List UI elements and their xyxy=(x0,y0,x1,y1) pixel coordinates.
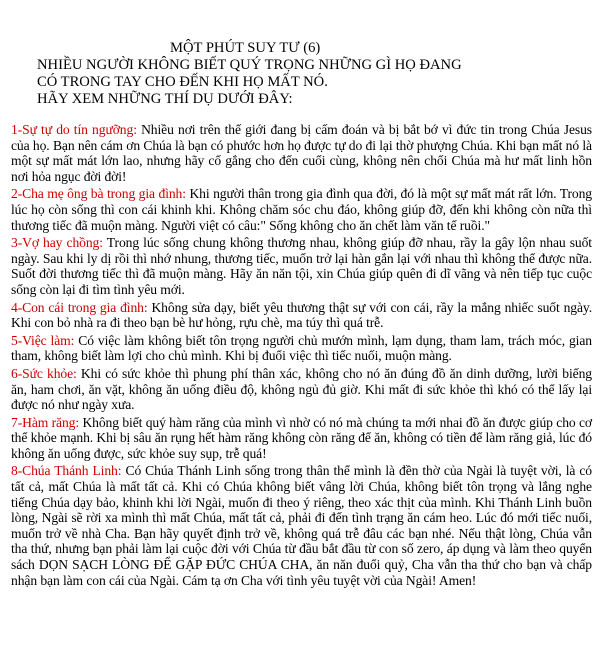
section-body: Trong lúc sống chung không thương nhau, không giúp đỡ nhau, rầy la gây lộn nhau suốt ngày. Sau khi ly dị rồi thì nhớ nhung, thương tiếc, muốn trở lại hàn gắn lại với nhau thì không thể được nữa. Suốt đời thương tiếc thì đã muộn màng. Hãy ăn năn tội, xin Chúa giúp quên đi dĩ vãng và nên tiếp tục cuộc sống còn lại đi tìm tình yêu mới. xyxy=(11,235,592,297)
section-parents-grandparents xyxy=(11,186,592,233)
section-heading: 3-Vợ hay chồng: xyxy=(11,235,103,251)
section-spouse xyxy=(11,235,592,297)
section-body: Có việc làm không biết tôn trọng người chủ mướn mình, lạm dụng, tham lam, trách móc, gian tham, không biết làm lợi cho chủ mình. Khi bị đuổi việc thì tiếc nuối, muộn màng. xyxy=(11,332,592,364)
section-heading: 1-Sự tự do tín ngưỡng: xyxy=(11,122,137,137)
section-heading: 5-Việc làm: xyxy=(11,332,75,348)
section-holy-spirit xyxy=(11,463,592,588)
section-heading: 6-Sức khỏe: xyxy=(11,365,77,381)
section-job xyxy=(11,333,592,364)
intro-line-3: HÃY XEM NHỮNG THÍ DỤ DƯỚI ĐÂY: xyxy=(37,91,293,107)
section-heading: 8-Chúa Thánh Linh: xyxy=(11,463,122,479)
intro-line-1: NHIỀU NGƯỜI KHÔNG BIẾT QUÝ TRỌNG NHỮNG GÌ HỌ ĐANG xyxy=(37,57,462,73)
document-header xyxy=(11,40,592,108)
section-heading: 7-Hàm răng: xyxy=(11,414,80,430)
section-body: Khi người thân trong gia đình qua đời, đó là một sự mất mát rất lớn. Trong lúc họ còn sống thì con cái khinh khi. Không chăm sóc chu đáo, không giúp đỡ, đến khi không còn nữa thì thương tiếc đã muộn màng. Người việt có câu:" Sống không cho ăn chết làm văn tế ruồi." xyxy=(11,186,592,233)
section-body: Nhiều nơi trên thế giới đang bị cấm đoán và bị bắt bớ vì đức tin trong Chúa Jesus của họ. Bạn nên cám ơn Chúa là bạn có phước hơn họ được tự do đi lại thờ phượng Chúa. Khi bạn mất nó là một sự mất mát lớn lao, nhưng hãy cố gắng cho đến cuối cùng, không nên chối Chúa mà hư mất linh hồn nơi hỏa ngục đời đời! xyxy=(11,122,593,184)
section-health xyxy=(11,366,592,413)
section-teeth xyxy=(11,415,592,462)
section-children xyxy=(11,300,592,331)
section-heading: 4-Con cái trong gia đình: xyxy=(11,299,148,315)
section-body: Không sửa dạy, biết yêu thương thật sự với con cái, rầy la mắng nhiếc suốt ngày. Khi con bỏ nhà ra đi theo bạn bè hư hỏng, rựu chè, ma túy thì quá trễ. xyxy=(11,299,593,331)
intro-line-2: CÓ TRONG TAY CHO ĐẾN KHI HỌ MẤT NÓ. xyxy=(37,74,328,90)
section-body: Khi có sức khỏe thì phung phí thân xác, không cho nó ăn đúng đồ ăn dinh dưỡng, lười biếng ăn, ham chơi, ăn vặt, không ăn uống điều độ, không ngủ đủ giờ. Khi mất đi sức khỏe thì khó có thể lấy lại được nó như ngày xưa. xyxy=(11,365,592,413)
section-religious-freedom xyxy=(11,122,592,184)
document-title: MỘT PHÚT SUY TƯ (6) xyxy=(170,40,321,56)
section-body: Không biết quý hàm răng của mình vì nhờ có nó mà chúng ta mới nhai đồ ăn được giúp cho cơ thể khỏe mạnh. Khi bị sâu ăn rụng hết hàm răng không còn răng để ăn, không có tiền để làm răng giả, lúc đó không ăn uống được, sức khỏe suy sụp, trễ quá! xyxy=(11,414,592,461)
section-heading: 2-Cha mẹ ông bà trong gia đình: xyxy=(11,186,186,202)
section-body: Có Chúa Thánh Linh sống trong thân thể mình là đền thờ của Ngài là tuyệt vời, là có tất cả, mất Chúa là mất tất cả. Khi có Chúa không biết vâng lời Chúa, không biết tôn trọng và lắng nghe tiếng Chúa dạy bảo, khinh khi lời Ngài, muốn đi theo ý riêng, theo xác thịt của mình. Khi Thánh Linh buồn lòng, Ngài sẽ rời xa mình thì mất Chúa, mất tất cả, phải đi đến tình trạng ăn cám heo. Lúc đó mới tiếc nuối, muốn trở về nhà Cha. Bạn hãy quyết định trở về, không quá trễ đâu các bạn nhé. Nếu thật lòng, Chúa vẫn tha thứ, nhưng bạn phải làm lại cuộc đời với Chúa từ đầu bắt đầu từ con số zero, áp dụng và làm theo quyển sách DỌN SẠCH LÒNG ĐỂ GẶP ĐỨC CHÚA CHA, ăn năn đuổi quỷ, Cha vẫn tha thứ cho bạn và chấp nhận bạn làm con cái của Ngài. Cám tạ ơn Cha với tình yêu tuyệt vời của Ngài! Amen! xyxy=(11,463,592,588)
